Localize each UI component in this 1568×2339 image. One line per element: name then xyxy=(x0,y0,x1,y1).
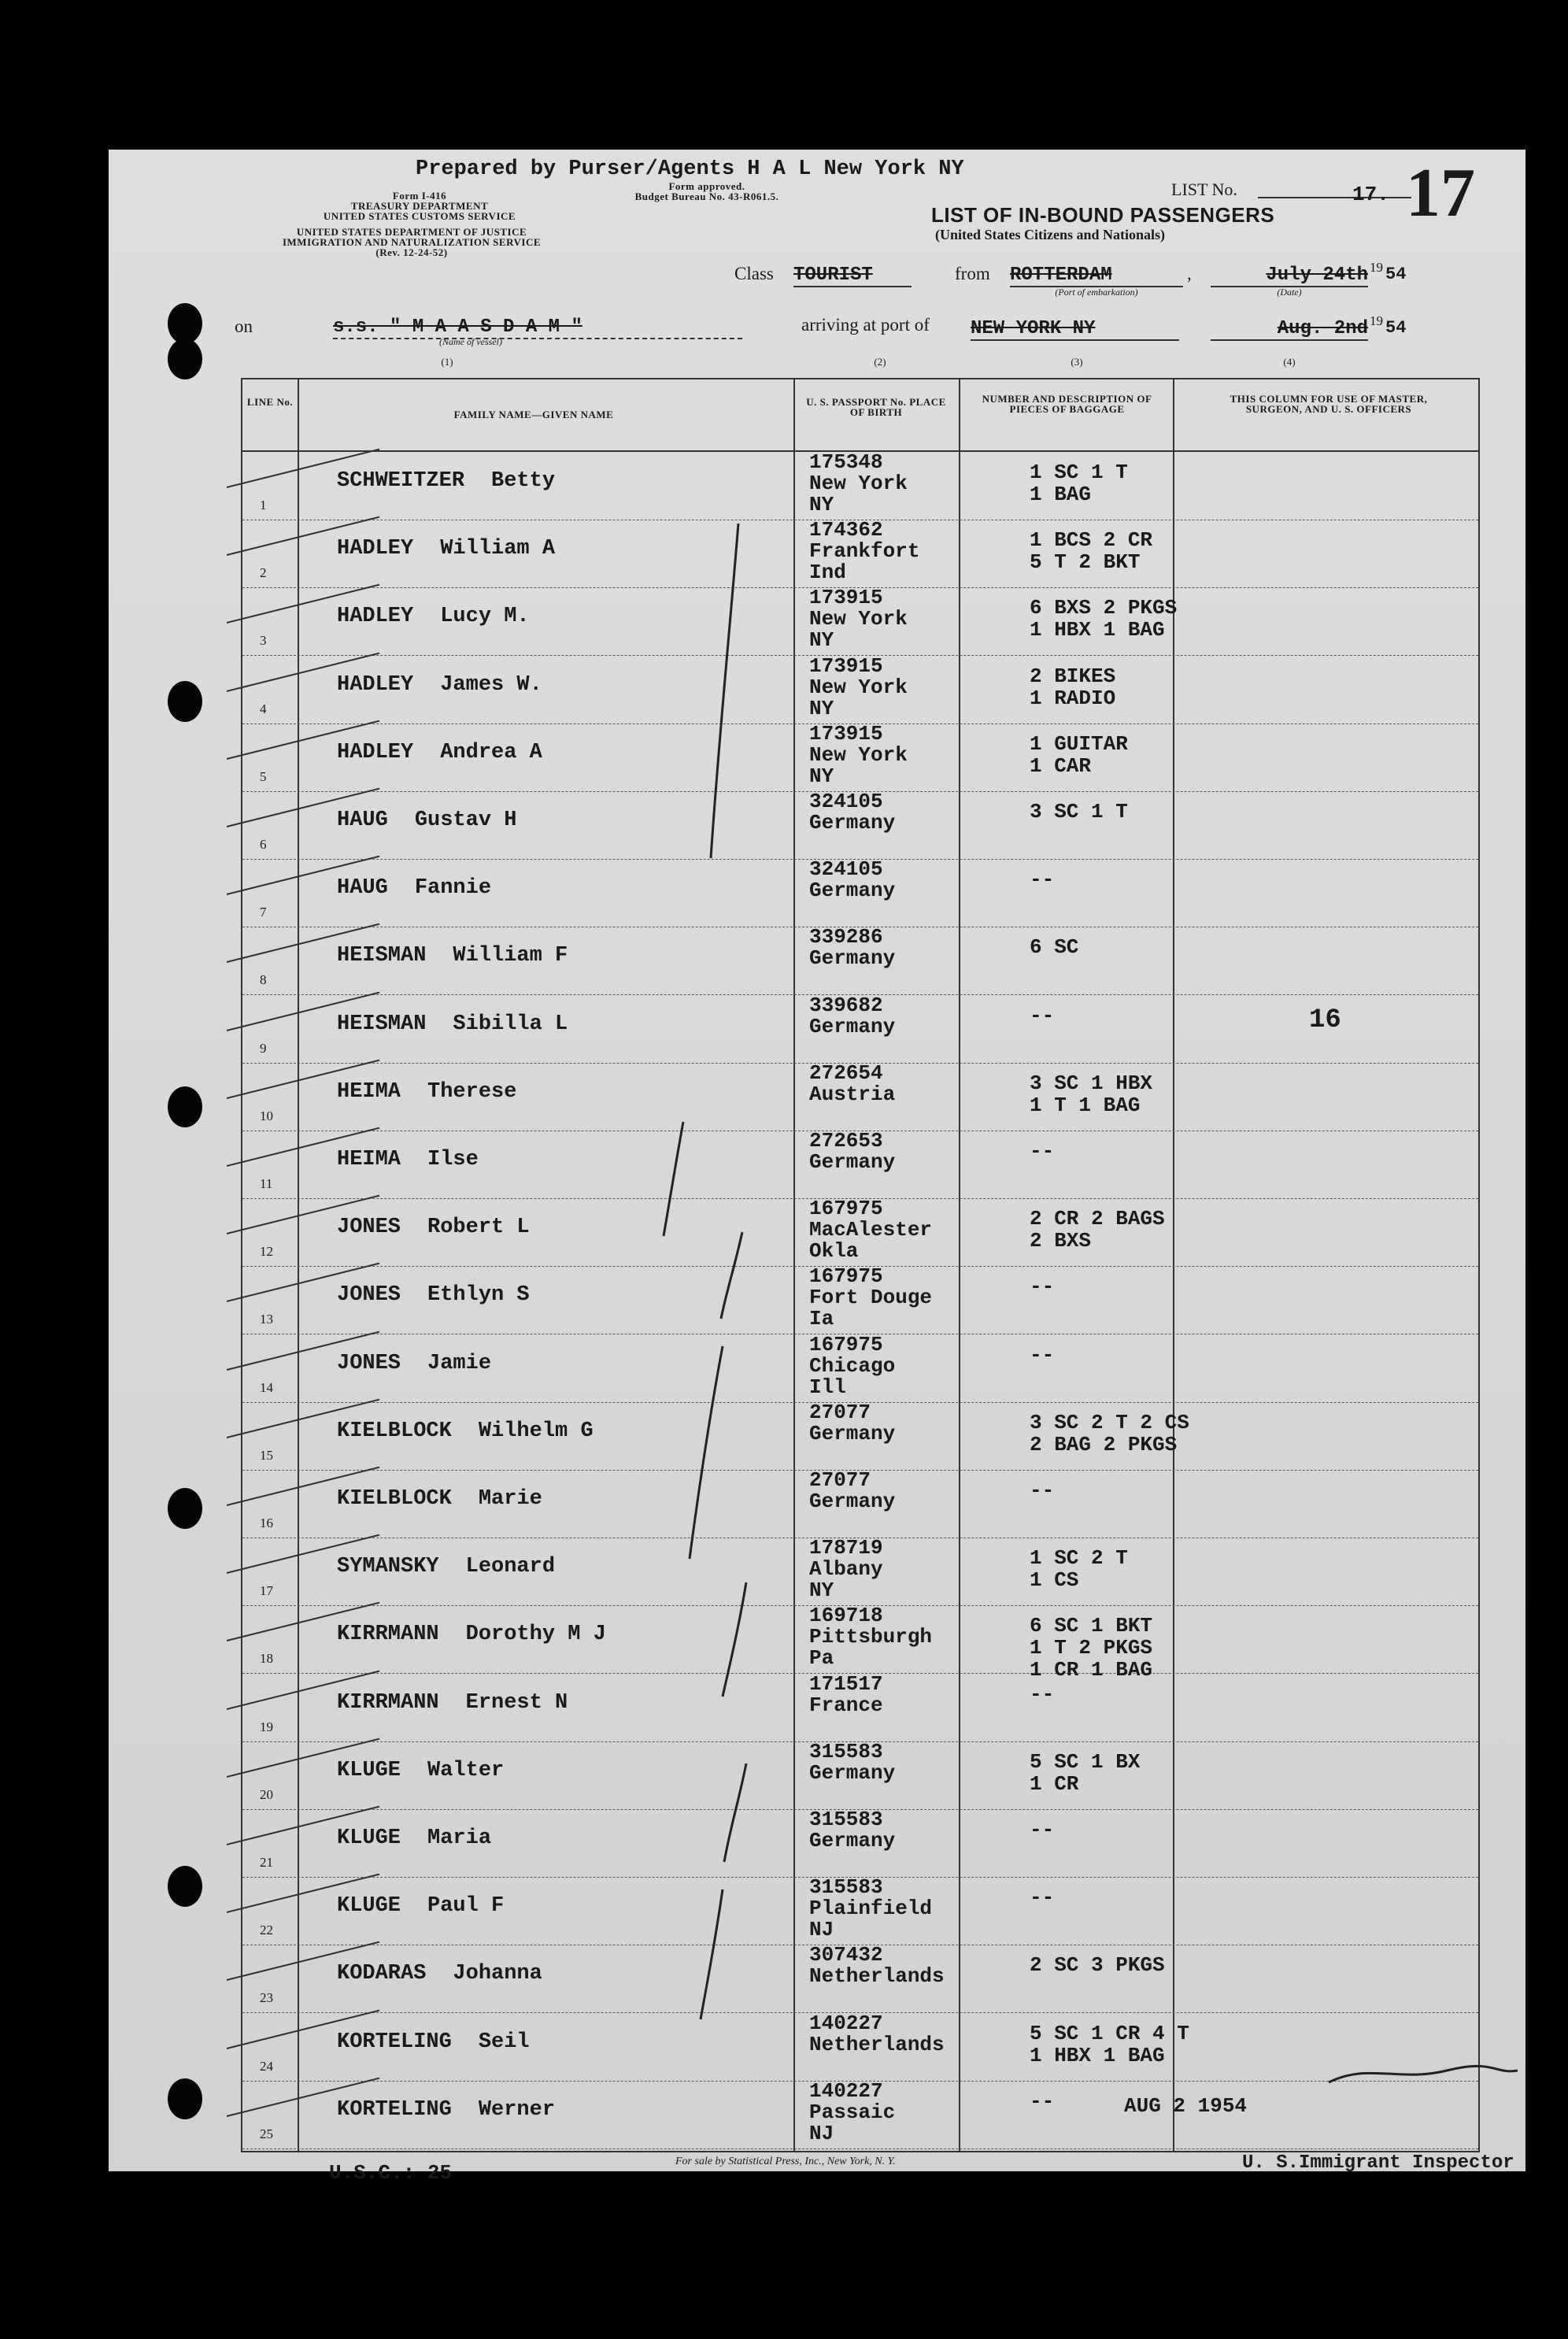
form-block: Form I-416 TREASURY DEPARTMENT UNITED STATES CUSTOMS SERVICE xyxy=(323,190,516,222)
given-name: Paul F xyxy=(427,1894,505,1919)
approval-block: Form approved. Budget Bureau No. 43-R061.5. xyxy=(634,180,779,202)
line-number: 13 xyxy=(260,1312,273,1327)
arriving-label: arriving at port of xyxy=(801,315,930,335)
list-subtitle: (United States Citizens and Nationals) xyxy=(935,227,1166,242)
from-label: from xyxy=(955,264,990,283)
margin-note: 16 xyxy=(1309,1005,1341,1035)
line-number: 11 xyxy=(260,1176,273,1191)
line-number: 16 xyxy=(260,1516,273,1530)
passport-number: 140227 xyxy=(809,2078,883,2103)
place-of-birth: Plainfield NJ xyxy=(809,1897,933,1942)
line-number: 10 xyxy=(260,1108,273,1123)
passport-number: 324105 xyxy=(809,857,883,882)
baggage: 2 BIKES 1 RADIO xyxy=(1030,664,1116,710)
passport-number: 307432 xyxy=(809,1943,883,1967)
line-number: 15 xyxy=(260,1447,273,1463)
passport-number: 315583 xyxy=(809,1739,883,1764)
given-name: Sibilla L xyxy=(453,1012,568,1036)
passport-number: 171517 xyxy=(809,1671,883,1696)
family-name: HADLEY xyxy=(337,740,414,764)
given-name: Fannie xyxy=(414,876,492,901)
col-header-name: FAMILY NAME—GIVEN NAME xyxy=(453,409,614,420)
place-of-birth: Austria xyxy=(809,1082,896,1106)
family-name: KIRRMANN xyxy=(337,1623,439,1647)
line-number: 12 xyxy=(260,1244,273,1260)
baggage: -- xyxy=(1030,1275,1055,1299)
baggage: 1 SC 1 T 1 BAG xyxy=(1030,461,1128,506)
from-caption: (Port of embarkation) xyxy=(1055,287,1138,298)
family-name: SYMANSKY xyxy=(337,1555,439,1579)
given-name: Marie xyxy=(478,1487,542,1511)
line-number: 5 xyxy=(260,768,267,784)
line-number: 3 xyxy=(260,633,267,649)
place-of-birth: Germany xyxy=(809,1760,896,1785)
baggage: 2 SC 3 PKGS xyxy=(1030,1953,1165,1978)
passport-number: 173915 xyxy=(809,653,883,678)
place-of-birth: New York NY xyxy=(809,742,908,788)
col-header-passport: U. S. PASSPORT No. PLACE OF BIRTH xyxy=(806,396,946,418)
place-of-birth: Germany xyxy=(809,1421,896,1445)
baggage: -- xyxy=(1030,868,1055,892)
passport-number: 272653 xyxy=(809,1129,883,1153)
handwritten-marks xyxy=(109,150,1525,2171)
baggage: 6 BXS 2 PKGS 1 HBX 1 BAG xyxy=(1030,596,1178,642)
place-of-birth: New York NY xyxy=(809,607,908,653)
given-name: Leonard xyxy=(465,1555,556,1579)
baggage: -- xyxy=(1030,1886,1055,1910)
family-name: KIELBLOCK xyxy=(337,1419,452,1443)
family-name: HEISMAN xyxy=(337,1012,427,1036)
passport-number: 167975 xyxy=(809,1264,883,1289)
given-name: Wilhelm G xyxy=(478,1419,594,1443)
line-number: 2 xyxy=(260,565,267,581)
passport-number: 339286 xyxy=(809,925,883,949)
family-name: JONES xyxy=(337,1351,401,1375)
line-number: 1 xyxy=(260,498,267,513)
line-number: 6 xyxy=(260,837,267,852)
col-header-officers: THIS COLUMN FOR USE OF MASTER, SURGEON, AND U. S. OFFICERS xyxy=(1230,393,1428,415)
given-name: Ilse xyxy=(427,1148,479,1171)
family-name: KIRRMANN xyxy=(337,1690,439,1715)
inspector-label: U. S.Immigrant Inspector xyxy=(1242,2152,1514,2174)
list-no-small: 17. xyxy=(1352,183,1389,206)
passport-number: 324105 xyxy=(809,790,883,813)
line-number: 24 xyxy=(260,2058,273,2074)
baggage: -- xyxy=(1030,2089,1055,2113)
line-number: 4 xyxy=(260,701,267,716)
place-of-birth: Germany xyxy=(809,1829,896,1852)
prepared-by: Prepared by Purser/Agents H A L New York NY xyxy=(416,157,964,181)
line-number: 18 xyxy=(260,1651,273,1667)
given-name: William A xyxy=(440,537,556,561)
place-of-birth: Passaic NJ xyxy=(809,2100,896,2145)
line-number: 20 xyxy=(260,1786,273,1802)
baggage: -- xyxy=(1030,1818,1055,1841)
passport-number: 178719 xyxy=(809,1536,883,1560)
family-name: HEIMA xyxy=(337,1148,401,1171)
given-name: Werner xyxy=(478,2097,556,2122)
place-of-birth: Germany xyxy=(809,811,896,835)
given-name: Walter xyxy=(427,1758,505,1782)
line-number: 8 xyxy=(260,972,267,988)
passport-number: 169718 xyxy=(809,1604,883,1628)
line-number: 17 xyxy=(260,1583,273,1599)
baggage: 3 SC 1 T xyxy=(1030,800,1128,823)
given-name: Jamie xyxy=(427,1351,492,1375)
passport-number: 315583 xyxy=(809,1808,883,1831)
passport-number: 167975 xyxy=(809,1332,883,1356)
family-name: KORTELING xyxy=(337,2097,452,2122)
year-suffix: 54 xyxy=(1385,265,1407,284)
place-of-birth: Germany xyxy=(809,1150,896,1174)
given-name: Ernest N xyxy=(465,1690,568,1715)
passport-number: 174362 xyxy=(809,518,883,542)
family-name: KODARAS xyxy=(337,1962,427,1986)
vessel-caption: (Name of vessel) xyxy=(439,336,502,347)
family-name: KLUGE xyxy=(337,1758,401,1782)
list-no-label: LIST No. xyxy=(1171,179,1237,199)
family-name: HEISMAN xyxy=(337,944,427,968)
family-name: HADLEY xyxy=(337,672,414,697)
family-name: KLUGE xyxy=(337,1894,401,1919)
family-name: KIELBLOCK xyxy=(337,1487,452,1511)
place-of-birth: Pittsburgh Pa xyxy=(809,1625,933,1671)
place-of-birth: Germany xyxy=(809,946,896,971)
given-name: Robert L xyxy=(427,1216,530,1240)
comma: , xyxy=(1187,264,1192,283)
year-suffix-2: 54 xyxy=(1385,318,1407,338)
place-of-birth: Germany xyxy=(809,1014,896,1038)
baggage: 6 SC xyxy=(1030,935,1079,960)
baggage: -- xyxy=(1030,1003,1055,1027)
given-name: Andrea A xyxy=(440,740,542,764)
baggage: 1 BCS 2 CR 5 T 2 BKT xyxy=(1030,528,1153,575)
line-number: 7 xyxy=(260,905,267,920)
passport-number: 140227 xyxy=(809,2011,883,2035)
place-of-birth: Frankfort Ind xyxy=(809,539,920,585)
dept-block: UNITED STATES DEPARTMENT OF JUSTICE IMMIGRATION AND NATURALIZATION SERVICE (Rev. 12-24-52) xyxy=(282,226,542,258)
line-number: 14 xyxy=(260,1379,273,1395)
depart-date: July 24th xyxy=(1211,265,1368,287)
printer-note: For sale by Statistical Press, Inc., New York, N. Y. xyxy=(675,2156,896,2167)
baggage: 6 SC 1 BKT 1 T 2 PKGS 1 CR 1 BAG xyxy=(1030,1614,1153,1682)
on-label: on xyxy=(235,316,253,336)
place-of-birth: New York NY xyxy=(809,472,908,516)
col-header-baggage: NUMBER AND DESCRIPTION OF PIECES OF BAGGAGE xyxy=(982,393,1152,415)
given-name: Gustav H xyxy=(414,809,517,832)
family-name: SCHWEITZER xyxy=(337,469,465,493)
line-number: 22 xyxy=(260,1923,273,1938)
list-title: LIST OF IN-BOUND PASSENGERS xyxy=(931,203,1275,227)
passport-number: 339682 xyxy=(809,993,883,1017)
family-name: KORTELING xyxy=(337,2030,452,2054)
list-no-big: 17 xyxy=(1406,155,1475,231)
baggage: -- xyxy=(1030,1342,1055,1367)
passport-number: 315583 xyxy=(809,1875,883,1900)
given-name: Seil xyxy=(478,2030,530,2054)
family-name: JONES xyxy=(337,1216,401,1240)
passport-number: 167975 xyxy=(809,1197,883,1221)
baggage: -- xyxy=(1030,1682,1055,1706)
line-number: 23 xyxy=(260,1990,273,2006)
from-value: ROTTERDAM xyxy=(1010,265,1183,287)
line-number: 19 xyxy=(260,1719,273,1734)
given-name: Dorothy M J xyxy=(465,1623,606,1647)
col-num-2: (2) xyxy=(874,356,886,368)
baggage: 1 SC 2 T 1 CS xyxy=(1030,1546,1128,1593)
vessel-name: s.s. " M A A S D A M " xyxy=(333,316,742,339)
year-prefix-2: 19 xyxy=(1370,313,1383,328)
family-name: HADLEY xyxy=(337,605,414,629)
passport-number: 272654 xyxy=(809,1060,883,1085)
passport-number: 173915 xyxy=(809,721,883,746)
place-of-birth: France xyxy=(809,1693,883,1717)
baggage: 3 SC 2 T 2 CS 2 BAG 2 PKGS xyxy=(1030,1410,1189,1456)
line-number: 25 xyxy=(260,2126,273,2141)
given-name: Ethlyn S xyxy=(427,1283,530,1308)
manifest-sheet xyxy=(109,150,1525,2185)
passport-number: 175348 xyxy=(809,450,883,474)
family-name: HADLEY xyxy=(337,537,414,561)
usc-total: U.S.C.: 25 xyxy=(329,2161,453,2185)
family-name: HAUG xyxy=(337,876,388,901)
place-of-birth: Netherlands xyxy=(809,1964,945,1989)
place-of-birth: Germany xyxy=(809,1490,896,1513)
family-name: HEIMA xyxy=(337,1079,401,1104)
given-name: Betty xyxy=(491,469,556,493)
baggage: 5 SC 1 CR 4 T 1 HBX 1 BAG xyxy=(1030,2021,1189,2067)
baggage: 3 SC 1 HBX 1 T 1 BAG xyxy=(1030,1071,1153,1117)
place-of-birth: Chicago Ill xyxy=(809,1353,896,1399)
passport-number: 27077 xyxy=(809,1468,871,1492)
baggage: 1 GUITAR 1 CAR xyxy=(1030,731,1128,778)
place-of-birth: Albany NY xyxy=(809,1557,883,1603)
place-of-birth: Germany xyxy=(809,879,896,903)
line-number: 9 xyxy=(260,1040,267,1056)
place-of-birth: MacAlester Okla xyxy=(809,1218,933,1264)
depart-caption: (Date) xyxy=(1277,287,1302,298)
baggage: -- xyxy=(1030,1139,1055,1163)
family-name: HAUG xyxy=(337,809,388,832)
baggage: -- xyxy=(1030,1479,1055,1502)
arrival-date: Aug. 2nd xyxy=(1211,318,1368,341)
col-num-1: (1) xyxy=(441,356,453,368)
port-of-arrival: NEW YORK NY xyxy=(971,318,1179,341)
col-num-4: (4) xyxy=(1283,356,1296,368)
line-number: 21 xyxy=(260,1855,273,1870)
year-prefix: 19 xyxy=(1370,260,1383,275)
class-value: TOURIST xyxy=(793,265,912,287)
passport-number: 173915 xyxy=(809,586,883,610)
given-name: Therese xyxy=(427,1079,517,1104)
given-name: William F xyxy=(453,944,568,968)
place-of-birth: Fort Douge Ia xyxy=(809,1286,933,1331)
baggage: 2 CR 2 BAGS 2 BXS xyxy=(1030,1207,1165,1253)
baggage: 5 SC 1 BX 1 CR xyxy=(1030,1749,1141,1796)
family-name: JONES xyxy=(337,1283,401,1308)
given-name: Maria xyxy=(427,1826,492,1850)
passport-number: 27077 xyxy=(809,1400,871,1424)
stamp-date: AUG 2 1954 xyxy=(1124,2094,1248,2118)
given-name: Johanna xyxy=(453,1962,542,1986)
place-of-birth: Netherlands xyxy=(809,2032,945,2056)
place-of-birth: New York NY xyxy=(809,675,908,720)
col-num-3: (3) xyxy=(1071,356,1083,368)
family-name: KLUGE xyxy=(337,1826,401,1850)
given-name: Lucy M. xyxy=(440,605,530,629)
given-name: James W. xyxy=(440,672,542,697)
class-label: Class xyxy=(734,264,774,283)
col-header-line: LINE No. xyxy=(246,396,294,408)
